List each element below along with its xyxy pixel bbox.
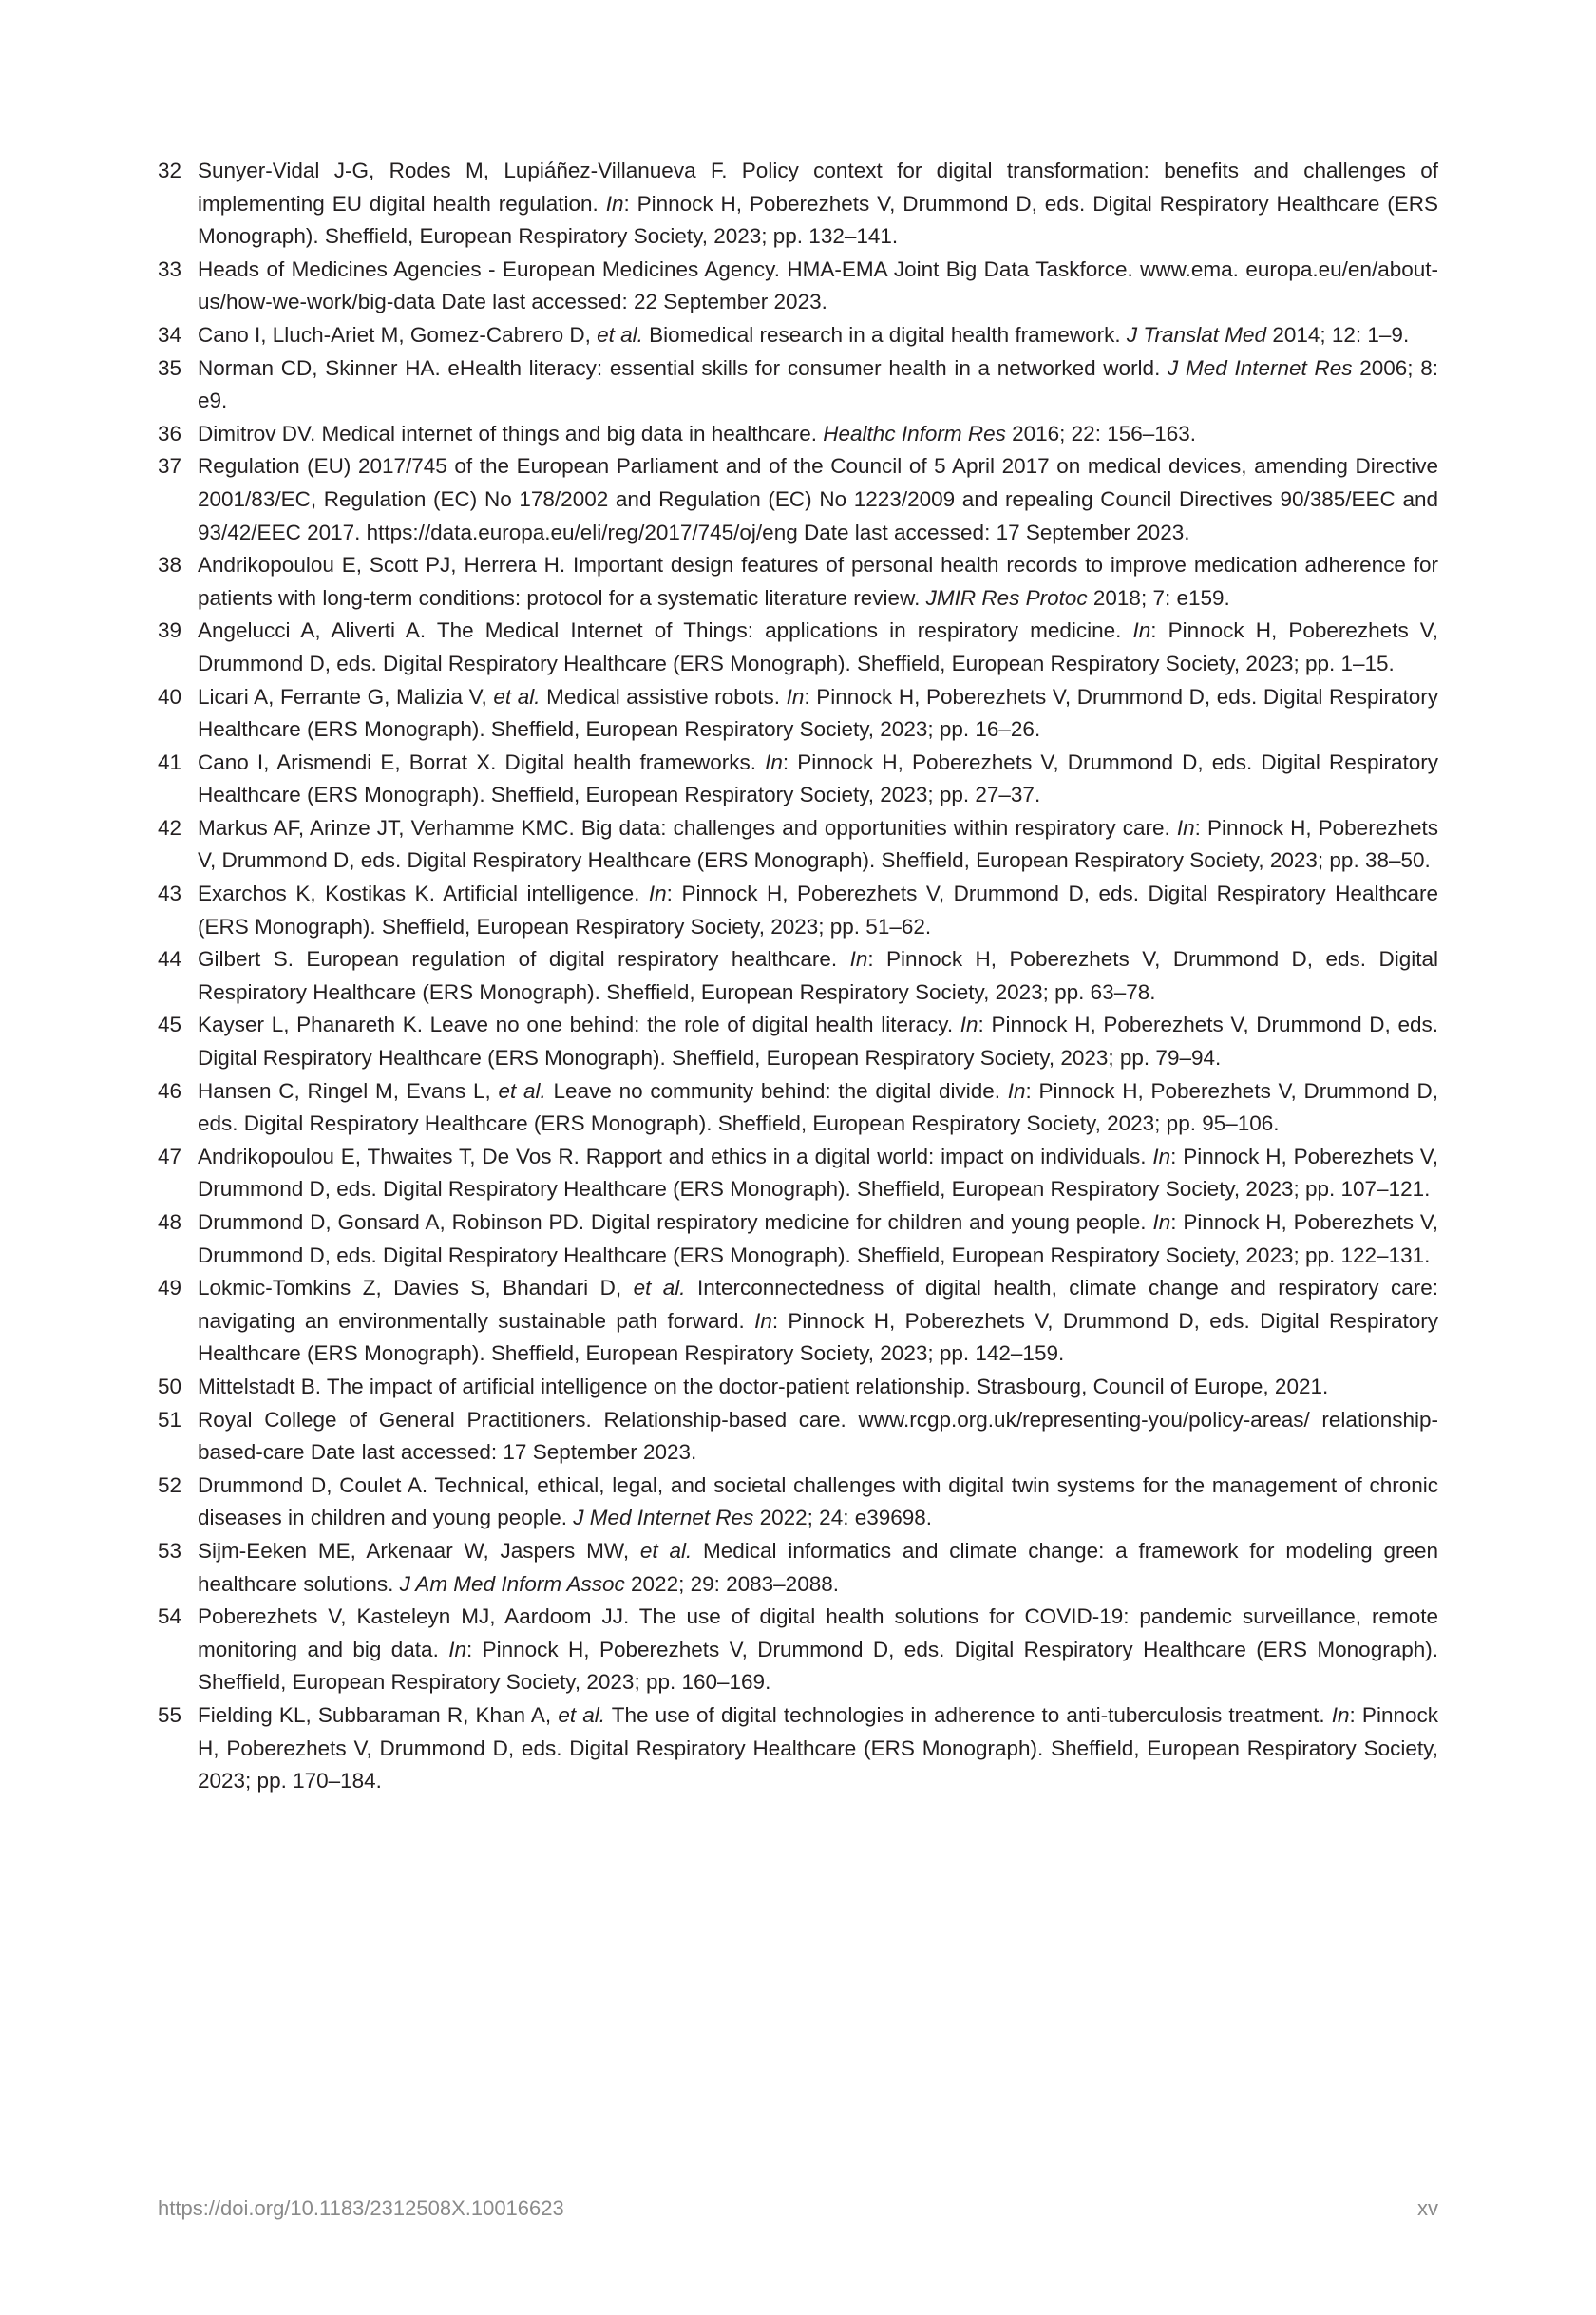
reference-item — [158, 155, 1438, 254]
reference-text-segment: : Pinnock H, Poberezhets V, Drummond D, eds. Digital Respiratory Healthcare (ERS Monograph). Sheffield, European Respiratory Society, 2023; pp. 170–184. — [198, 1702, 1438, 1793]
reference-italic-text: In — [1007, 1078, 1026, 1103]
reference-item — [158, 1601, 1438, 1699]
reference-number: 35 — [158, 355, 182, 380]
reference-text-segment: Exarchos K, Kostikas K. Artificial intelligence. — [198, 882, 649, 906]
reference-text-segment: Hansen C, Ringel M, Evans L, — [198, 1078, 499, 1103]
reference-text-segment: Drummond D, Coulet A. Technical, ethical, legal, and societal challenges with digital twin systems for the management of chronic diseases in children and young people. — [198, 1472, 1438, 1530]
reference-text — [198, 1141, 1438, 1206]
reference-text-segment: : Pinnock H, Poberezhets V, Drummond D, eds. Digital Respiratory Healthcare (ERS Monograph). Sheffield, European Respiratory Society, 2023; pp. 63–78. — [198, 947, 1438, 1004]
reference-text-segment: Gilbert S. European regulation of digital respiratory healthcare. — [198, 947, 850, 972]
reference-number: 54 — [158, 1604, 182, 1629]
reference-italic-text: In — [605, 191, 624, 216]
reference-number: 49 — [158, 1276, 182, 1300]
reference-text-segment: The use of digital technologies in adherence to anti-tuberculosis treatment. — [604, 1702, 1332, 1727]
reference-text-segment: 2006; 8: e9. — [198, 355, 1438, 413]
reference-number: 48 — [158, 1210, 182, 1234]
reference-item — [158, 319, 1438, 352]
reference-text — [198, 254, 1438, 319]
reference-number: 44 — [158, 947, 182, 972]
reference-text-segment: Sunyer-Vidal J-G, Rodes M, Lupiáñez-Villanueva F. Policy context for digital transformation: benefits and challenges of implementing EU digital health regulation. — [198, 159, 1438, 216]
reference-text-segment: Andrikopoulou E, Thwaites T, De Vos R. Rapport and ethics in a digital world: impact on individuals. — [198, 1144, 1153, 1168]
reference-text — [198, 747, 1438, 812]
reference-number: 39 — [158, 618, 182, 643]
reference-number: 45 — [158, 1013, 182, 1037]
reference-item — [158, 1141, 1438, 1206]
reference-text — [198, 1206, 1438, 1272]
reference-text — [198, 812, 1438, 878]
reference-text-segment: Sijm-Eeken ME, Arkenaar W, Jaspers MW, — [198, 1538, 640, 1563]
reference-number: 37 — [158, 454, 182, 479]
reference-text-segment: : Pinnock H, Poberezhets V, Drummond D, eds. Digital Respiratory Healthcare (ERS Monograph). Sheffield, European Respiratory Society, 2023; pp. 27–37. — [198, 750, 1438, 807]
reference-italic-text: In — [1152, 1144, 1171, 1168]
reference-text-segment: Fielding KL, Subbaraman R, Khan A, — [198, 1702, 559, 1727]
reference-text-segment: Drummond D, Gonsard A, Robinson PD. Digital respiratory medicine for children and young people. — [198, 1210, 1153, 1234]
reference-text — [198, 1535, 1438, 1601]
reference-item — [158, 681, 1438, 747]
reference-number: 33 — [158, 256, 182, 281]
reference-number: 55 — [158, 1702, 182, 1727]
reference-text-segment: 2022; 29: 2083–2088. — [624, 1571, 839, 1596]
reference-text — [198, 549, 1438, 615]
reference-italic-text: In — [1331, 1702, 1350, 1727]
reference-text-segment: 2014; 12: 1–9. — [1266, 322, 1410, 347]
reference-text-segment: Norman CD, Skinner HA. eHealth literacy: essential skills for consumer health in a networked world. — [198, 355, 1168, 380]
reference-item — [158, 1535, 1438, 1601]
reference-text-segment: Kayser L, Phanareth K. Leave no one behind: the role of digital health literacy. — [198, 1013, 960, 1037]
reference-text — [198, 615, 1438, 680]
reference-item — [158, 1404, 1438, 1470]
reference-text-segment: : Pinnock H, Poberezhets V, Drummond D, eds. Digital Respiratory Healthcare (ERS Monograph). Sheffield, European Respiratory Society, 2023; pp. 95–106. — [198, 1078, 1438, 1136]
reference-text-segment: Licari A, Ferrante G, Malizia V, — [198, 684, 494, 709]
reference-italic-text: In — [849, 947, 868, 972]
reference-italic-text: In — [1132, 618, 1151, 643]
reference-text — [198, 1470, 1438, 1535]
reference-item — [158, 878, 1438, 943]
reference-italic-text: et al. — [639, 1538, 693, 1563]
reference-text — [198, 1601, 1438, 1699]
reference-text-segment: Andrikopoulou E, Scott PJ, Herrera H. Important design features of personal health records to improve medication adherence for patients with long-term conditions: protocol for a systematic literature review. — [198, 553, 1438, 610]
footer-doi: https://doi.org/10.1183/2312508X.10016623 — [158, 2196, 564, 2220]
reference-number: 53 — [158, 1538, 182, 1563]
reference-text — [198, 878, 1438, 943]
reference-italic-text: In — [765, 750, 783, 774]
reference-item — [158, 1009, 1438, 1074]
reference-number: 52 — [158, 1472, 182, 1497]
reference-number: 47 — [158, 1144, 182, 1168]
reference-italic-text: et al. — [493, 684, 541, 709]
reference-text — [198, 1699, 1438, 1798]
reference-italic-text: et al. — [498, 1078, 546, 1103]
reference-italic-text: In — [448, 1637, 466, 1661]
reference-item — [158, 254, 1438, 319]
reference-text — [198, 450, 1438, 549]
reference-text-segment: Lokmic-Tomkins Z, Davies S, Bhandari D, — [198, 1276, 634, 1300]
reference-item — [158, 549, 1438, 615]
reference-italic-text: JMIR Res Protoc — [925, 585, 1088, 610]
reference-item — [158, 450, 1438, 549]
reference-text-segment: 2016; 22: 156–163. — [1005, 421, 1197, 446]
reference-text-segment: Mittelstadt B. The impact of artificial intelligence on the doctor-patient relationship. Strasbourg, Council of Europe, 2021. — [198, 1374, 1329, 1398]
reference-number: 40 — [158, 684, 182, 709]
reference-text-segment: Cano I, Arismendi E, Borrat X. Digital health frameworks. — [198, 750, 766, 774]
reference-item — [158, 1371, 1438, 1404]
reference-text-segment: Angelucci A, Aliverti A. The Medical Internet of Things: applications in respiratory medicine. — [198, 618, 1133, 643]
footer-page-number: xv — [1417, 2196, 1438, 2220]
reference-text-segment: Dimitrov DV. Medical internet of things and big data in healthcare. — [198, 421, 824, 446]
reference-text-segment: Poberezhets V, Kasteleyn MJ, Aardoom JJ. The use of digital health solutions for COVID-19: pandemic surveillance, remote monitoring and big data. — [198, 1604, 1438, 1661]
reference-italic-text: et al. — [633, 1276, 686, 1300]
reference-text-segment: : Pinnock H, Poberezhets V, Drummond D, eds. Digital Respiratory Healthcare (ERS Monograph). Sheffield, European Respiratory Society, 2023; pp. 79–94. — [198, 1013, 1439, 1071]
reference-text-segment: Heads of Medicines Agencies - European Medicines Agency. HMA-EMA Joint Big Data Taskforce. www.ema. europa.eu/en/about-us/how-we-work/big-data Date last accessed: 22 September 2023. — [198, 256, 1438, 314]
reference-text-segment: Regulation (EU) 2017/745 of the European Parliament and of the Council of 5 April 2017 on medical devices, amending Directive 2001/83/EC, Regulation (EC) No 178/2002 and Regulation (EC) No 1223/2009 and repealing Council Directives 90/385/EEC and 93/42/EEC 2017. https://data.europa.eu/eli/reg/2017/745/oj/eng Date last accessed: 17 September 2023. — [198, 454, 1438, 544]
reference-text-segment: 2022; 24: e39698. — [753, 1506, 933, 1530]
reference-text-segment: Royal College of General Practitioners. Relationship-based care. www.rcgp.org.uk/representing-you/policy-areas/ relationship-based-care Date last accessed: 17 September 2023. — [198, 1407, 1438, 1465]
reference-text — [198, 1371, 1438, 1404]
reference-number: 50 — [158, 1374, 182, 1398]
reference-text-segment: : Pinnock H, Poberezhets V, Drummond D, eds. Digital Respiratory Healthcare (ERS Monograph). Sheffield, European Respiratory Society, 2023; pp. 51–62. — [198, 882, 1438, 939]
reference-item — [158, 1272, 1438, 1371]
reference-number: 46 — [158, 1078, 182, 1103]
reference-item — [158, 812, 1438, 878]
reference-text-segment: : Pinnock H, Poberezhets V, Drummond D, eds. Digital Respiratory Healthcare (ERS Monograph). Sheffield, European Respiratory Society, 2023; pp. 107–121. — [198, 1144, 1438, 1202]
reference-italic-text: et al. — [558, 1702, 605, 1727]
reference-number: 36 — [158, 421, 182, 446]
reference-italic-text: Healthc Inform Res — [823, 421, 1006, 446]
reference-text-segment: Markus AF, Arinze JT, Verhamme KMC. Big data: challenges and opportunities within respiratory care. — [198, 815, 1177, 840]
reference-text-segment: : Pinnock H, Poberezhets V, Drummond D, eds. Digital Respiratory Healthcare (ERS Monograph). Sheffield, European Respiratory Society, 2023; pp. 160–169. — [198, 1637, 1438, 1695]
reference-italic-text: J Translat Med — [1126, 322, 1267, 347]
reference-number: 32 — [158, 159, 182, 182]
reference-number: 41 — [158, 750, 182, 774]
reference-italic-text: et al. — [597, 322, 643, 347]
reference-text-segment: : Pinnock H, Poberezhets V, Drummond D, eds. Digital Respiratory Healthcare (ERS Monograph). Sheffield, European Respiratory Society, 2023; pp. 142–159. — [198, 1308, 1439, 1366]
reference-number: 51 — [158, 1407, 182, 1432]
reference-text-segment: 2018; 7: e159. — [1087, 585, 1230, 610]
reference-text — [198, 681, 1438, 747]
reference-italic-text: In — [1176, 815, 1195, 840]
reference-text — [198, 352, 1438, 418]
reference-text — [198, 155, 1438, 254]
reference-text-segment: : Pinnock H, Poberezhets V, Drummond D, eds. Digital Respiratory Healthcare (ERS Monograph). Sheffield, European Respiratory Society, 2023; pp. 1–15. — [198, 618, 1438, 675]
reference-item — [158, 1699, 1438, 1798]
reference-italic-text: J Med Internet Res — [1168, 355, 1353, 380]
reference-italic-text: In — [648, 882, 667, 906]
reference-text — [198, 1272, 1438, 1371]
reference-item — [158, 352, 1438, 418]
reference-item — [158, 1206, 1438, 1272]
reference-italic-text: In — [1152, 1210, 1171, 1234]
reference-list — [158, 155, 1438, 1798]
reference-text-segment: Interconnectedness of digital health, climate change and respiratory care: navigating an environmentally sustainable path forward. — [198, 1276, 1438, 1333]
reference-text-segment: : Pinnock H, Poberezhets V, Drummond D, eds. Digital Respiratory Healthcare (ERS Monograph). Sheffield, European Respiratory Society, 2023; pp. 16–26. — [198, 684, 1438, 742]
reference-item — [158, 615, 1438, 680]
reference-item — [158, 418, 1438, 451]
reference-text-segment: Leave no community behind: the digital divide. — [545, 1078, 1008, 1103]
reference-text-segment: Biomedical research in a digital health framework. — [642, 322, 1127, 347]
reference-text-segment: Medical informatics and climate change: a framework for modeling green healthcare solutions. — [198, 1538, 1438, 1596]
reference-text-segment: Medical assistive robots. — [540, 684, 787, 709]
reference-text — [198, 418, 1438, 451]
reference-text — [198, 1404, 1438, 1470]
reference-text — [198, 1075, 1438, 1141]
reference-item — [158, 747, 1438, 812]
reference-item — [158, 1075, 1438, 1141]
reference-text-segment: : Pinnock H, Poberezhets V, Drummond D, eds. Digital Respiratory Healthcare (ERS Monograph). Sheffield, European Respiratory Society, 2023; pp. 132–141. — [198, 191, 1438, 249]
reference-italic-text: J Am Med Inform Assoc — [399, 1571, 625, 1596]
reference-text-segment: : Pinnock H, Poberezhets V, Drummond D, eds. Digital Respiratory Healthcare (ERS Monograph). Sheffield, European Respiratory Society, 2023; pp. 122–131. — [198, 1210, 1439, 1267]
reference-italic-text: In — [754, 1308, 772, 1333]
reference-item — [158, 1470, 1438, 1535]
page-footer — [158, 2196, 1438, 2221]
reference-italic-text: In — [960, 1013, 978, 1037]
reference-text — [198, 943, 1438, 1009]
reference-text — [198, 1009, 1438, 1074]
reference-italic-text: In — [786, 684, 805, 709]
reference-number: 42 — [158, 815, 182, 840]
reference-number: 34 — [158, 322, 182, 347]
reference-italic-text: J Med Internet Res — [573, 1506, 754, 1530]
reference-text-segment: : Pinnock H, Poberezhets V, Drummond D, eds. Digital Respiratory Healthcare (ERS Monograph). Sheffield, European Respiratory Society, 2023; pp. 38–50. — [198, 815, 1438, 873]
reference-number: 43 — [158, 882, 182, 906]
reference-item — [158, 943, 1438, 1009]
reference-text — [198, 319, 1438, 352]
reference-number: 38 — [158, 553, 182, 578]
reference-text-segment: Cano I, Lluch-Ariet M, Gomez-Cabrero D, — [198, 322, 598, 347]
